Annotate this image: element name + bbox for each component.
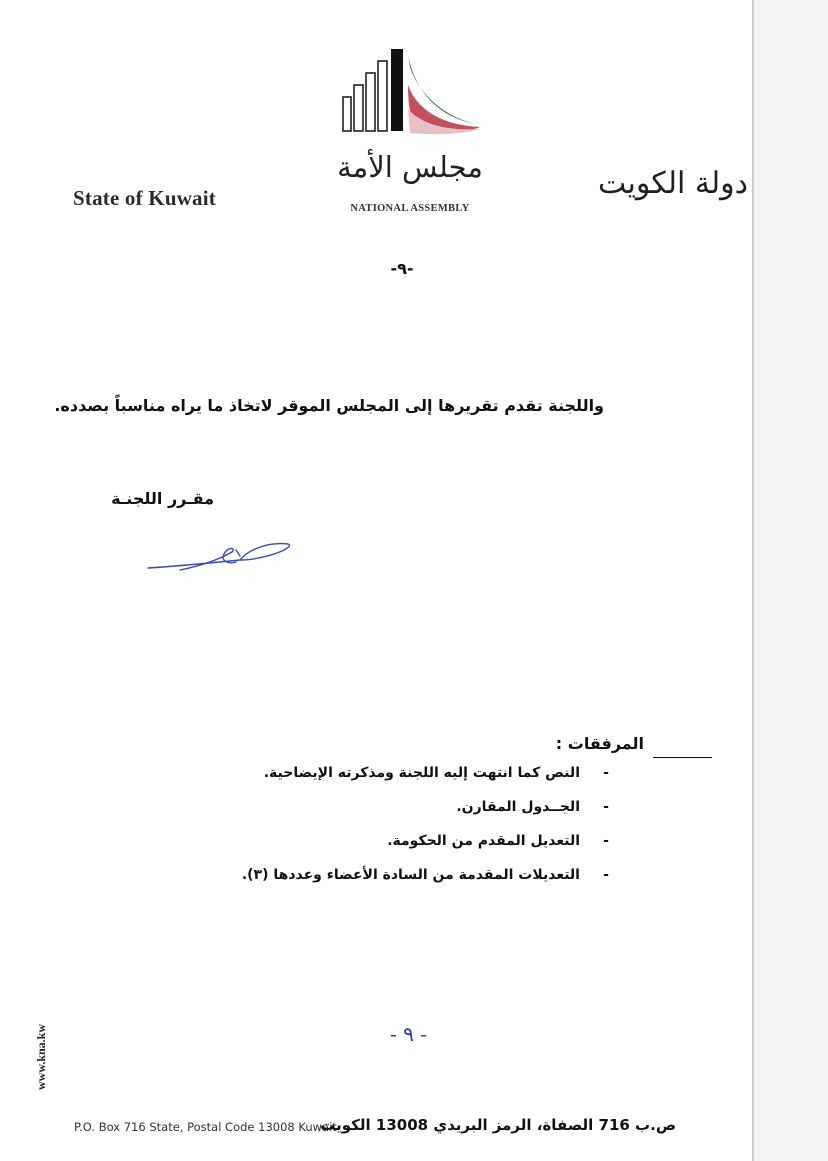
list-bullet: -	[603, 833, 609, 849]
handwritten-page-number: - ٩ -	[390, 1022, 427, 1046]
committee-reporter-label: مقـرر اللجنـة	[111, 489, 214, 508]
list-bullet: -	[603, 867, 609, 883]
list-bullet: -	[603, 799, 609, 815]
attachments-title-underline	[653, 757, 712, 758]
attachments-title-text: المرفقات	[567, 734, 644, 753]
page-number-top: -٩-	[390, 259, 414, 278]
state-name-arabic: دولة الكويت	[598, 166, 748, 201]
body-paragraph: واللجنة تقدم تقريرها إلى المجلس الموقر لاتخاذ ما يراه مناسباً بصدده.	[54, 396, 604, 415]
list-bullet: -	[603, 765, 609, 781]
list-item	[242, 830, 612, 864]
list-item-text: النص كما انتهت إليه اللجنة ومذكرته الإيضاحية.	[263, 765, 580, 781]
national-assembly-logo	[338, 45, 483, 135]
list-item	[242, 864, 612, 898]
signature-image	[140, 530, 300, 580]
page-margin-edge	[752, 0, 828, 1161]
list-item-text: الجــدول المقارن.	[456, 799, 580, 815]
list-item	[242, 762, 612, 796]
website-url-text: www.kna.kw	[34, 1023, 48, 1090]
website-url-vertical	[34, 990, 54, 1090]
list-item-text: التعديل المقدم من الحكومة.	[387, 833, 580, 849]
logo-english-text: NATIONAL ASSEMBLY	[350, 203, 470, 214]
footer-address-english: P.O. Box 716 State, Postal Code 13008 Kuwait	[74, 1120, 337, 1134]
list-item-text: التعديلات المقدمة من السادة الأعضاء وعددها (٣).	[241, 867, 580, 883]
attachments-list	[242, 762, 612, 898]
state-name-english: State of Kuwait	[73, 186, 216, 210]
attachments-title-colon: :	[555, 734, 568, 753]
logo-arabic-text: مجلس الأمة	[337, 150, 483, 184]
footer-address-arabic: ص.ب 716 الصفاة، الرمز البريدي 13008 الكويت	[320, 1116, 676, 1134]
list-item	[242, 796, 612, 830]
attachments-title	[556, 734, 644, 753]
